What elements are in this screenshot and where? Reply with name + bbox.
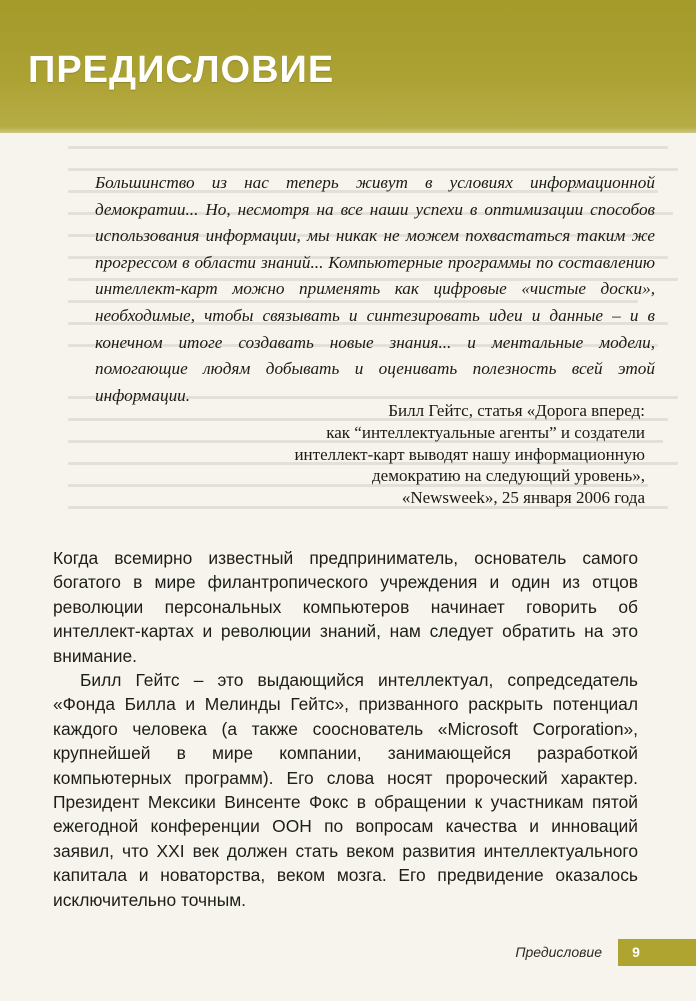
attribution-line: как “интеллектуальные агенты” и создатели (326, 422, 645, 442)
chapter-title: ПРЕДИСЛОВИЕ (28, 49, 335, 91)
attribution-line: демократию на следующий уровень», (372, 466, 645, 486)
attribution-line: интеллект-карт выводят нашу информационную (294, 444, 645, 464)
epigraph-quote: Большинство из нас теперь живут в условиях информационной демократии... Но, несмотря на все наши успехи в оптимизации способов использования информации, мы никак не можем похвастаться таким же прогрессом в области знаний... Компьютерные программы по составлению интеллект-карт можно применять как цифровые «чистые доски», необходимые, чтобы связывать и синтезировать идеи и данные – и в конечном итоге создавать новые знания... и ментальные модели, помогающие людям добывать и оценивать полезность всей этой информации. (95, 173, 655, 405)
body-paragraph: Билл Гейтс – это выдающийся интеллектуал, сопредседатель «Фонда Билла и Мелинды Гейтс», призванного раскрыть потенциал каждого человека (а также сооснователь «Microsoft Corporation», крупнейшей в мире компании, занимающейся разработкой компьютерных программ). Его слова носят пророческий характер. Президент Мексики Винсенте Фокс в обращении к участникам пятой ежегодной конференции ООН по вопросам качества и инноваций заявил, что XXI век должен стать веком развития интеллектуального капитала и новаторства, веком мозга. Его предвидение оказалось исключительно точным. (53, 670, 638, 910)
attribution-line: Билл Гейтс, статья «Дорога вперед: (388, 401, 645, 420)
body-paragraph: Когда всемирно известный предприниматель, основатель самого богатого в мире филантропического учреждения и один из отцов революции персональных компьютеров начинает говорить об интеллект-картах и революции знаний, нам следует обратить на это внимание. (53, 548, 638, 666)
page-number: 9 (632, 944, 640, 960)
running-footer-label: Предисловие (515, 944, 602, 960)
body-text (53, 546, 638, 912)
page-number-tab (618, 939, 696, 966)
quote-attribution (125, 400, 645, 509)
attribution-line: «Newsweek», 25 января 2006 года (401, 488, 645, 508)
